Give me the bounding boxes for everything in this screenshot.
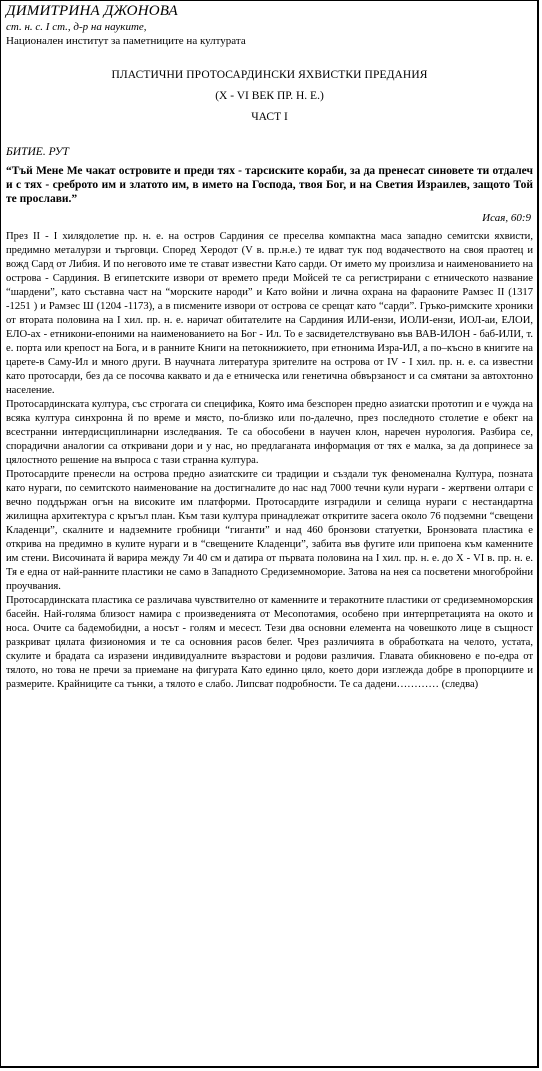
epigraph-citation: Исая, 60:9 xyxy=(482,212,531,224)
article-part: ЧАСТ I xyxy=(251,111,288,123)
article-subtitle: (X - VI ВЕК ПР. Н. Е.) xyxy=(215,90,324,102)
section-heading: БИТИЕ. РУТ xyxy=(6,146,69,158)
author-institution: Национален институт за паметниците на културата xyxy=(6,35,246,47)
author-name: ДИМИТРИНА ДЖОНОВА xyxy=(6,3,178,19)
paragraph: През II - I хилядолетие пр. н. е. на остров Сардиния се преселва компактна маса западно семитски яхвисти, предимно металурзи и търговци. Според Херодот (V в. пр.н.е.) те идват тук под водачеството на своя праотец и вожд Сард от Либия. И по неговото име те стават известни Като сарди. От името му произлиза и наименованието на острова - Сардиния. В египетските извори от времето преди Мойсей те са регистрирани с етническото название “шардени”, като съставна част на “морските народи” и Като войни и лична охрана на фараоните Рамзес II (1317 -1251 ) и Рамзес Ш (1204 -1173), а в писмените извори от острова се срещат като “сарди”. Гръко-римските хроники от втората половина на I хил. пр. н. е. наричат обитателите на Сардиния ИЛИ-ензи, ИОЛИ-ензи, ИОЛ-аи, ЕЛОИ, ЕЛО-ах - етникони-епоними на наименованието на Бог - Ил. То е засвидетелствувано във ВАВ-ИЛОН - баб-ИЛИ, т. е. порта или крепост на Бога, и в ранните Книги на петокнижието, при етнонима Изра-ИЛ, а по–късно в книгите на царете-в Саму-Ил и много други. В научната литература зрителите на острова от IV - I хил. пр. н. е. са известни като протосарди, без да се посочва каквато и да е етническа или генетична обвързаност и са смятани за автохтонно население. xyxy=(6,231,533,396)
article-text xyxy=(6,230,533,692)
document-body xyxy=(6,3,533,692)
epigraph-quote: “Тъй Мене Ме чакат островите и преди тях - тарсиските кораби, за да пренесат синовете ти отдалеч и с тях - среброто им и златото им, в името на Господа, твоя Бог, и на Светия Израилев, защото Той те прослави.” xyxy=(6,165,533,205)
author-rank: ст. н. с. I ст., д-р на науките, xyxy=(6,21,147,33)
paragraph: Протосардинската пластика се различава чувствително от каменните и теракотните пластики от средиземноморския басейн. Най-голяма близост намира с произведенията от Месопотамия, особено при интерпретацията на окото и носа. Очите са бадемобидни, а носът - голям и месест. Тези два основни елемента на човешкото лице в същност разкриват цялата физиономия и те са основния расов белег. Чрез различията в обработката на челото, устата, скулите и брадата са изразени индивидуалните възрастови и родови различия. Главата обикновено е по-едра от тялото, но това не пречи за приемане на фигурата Като единно цяло, което дори изглежда добре в пропорциите и размерите. Крайниците са тънки, а тялото е слабо. Липсват подробности. Те са дадени………… (следва) xyxy=(6,595,533,690)
paragraph: Протосардите пренесли на острова предно азиатските си традиции и създали тук феноменална Култура, позната като нураги, по семитското наименование на достигналите до нас над 7000 течни кули нураги - жертвени олтари с вечно поддържан огън на високите им платформи. Протосардите изградили и селища нураги с нестандартна жилищна архитектура с кръгъл план. Към тази култура принадлежат откритите засега около 76 подземни “свещени Кладенци”, скалните и надземните гробници “гиганти” и над 460 бронзови статуетки, Бронзовата пластика е открива на предимно в кулите нураги и в “свещените Кладенци”, забита във фугите или припоена към каменните им стени. Височината й варира между 7и 40 см и датира от първата половина на I хил. пр. н. е. до Х - VI в. пр. н. е. Тя е една от най-ранните пластики не само в Западното Средиземноморие. Затова на нея са посветени многобройни проучвания. xyxy=(6,469,533,592)
article-title: ПЛАСТИЧНИ ПРОТОСАРДИНСКИ ЯХВИСТКИ ПРЕДАНИЯ xyxy=(111,69,428,81)
paragraph: Протосардинската култура, със строгата си специфика, Която има безспорен предно азиатски прототип и е чужда на всяка култура синхронна й по време и място, по-близко или по-далечно, през последното столетие е обект на всестранни интердисциплинарни изследвания. Те са обособени в научен клон, наречен нурология. Разбира се, спорадични аналогии са откривани дори и у нас, но предлаганата информация от тях е малка, за да допринесе за цялостното решение на въпроса с тази странна култура. xyxy=(6,399,533,466)
